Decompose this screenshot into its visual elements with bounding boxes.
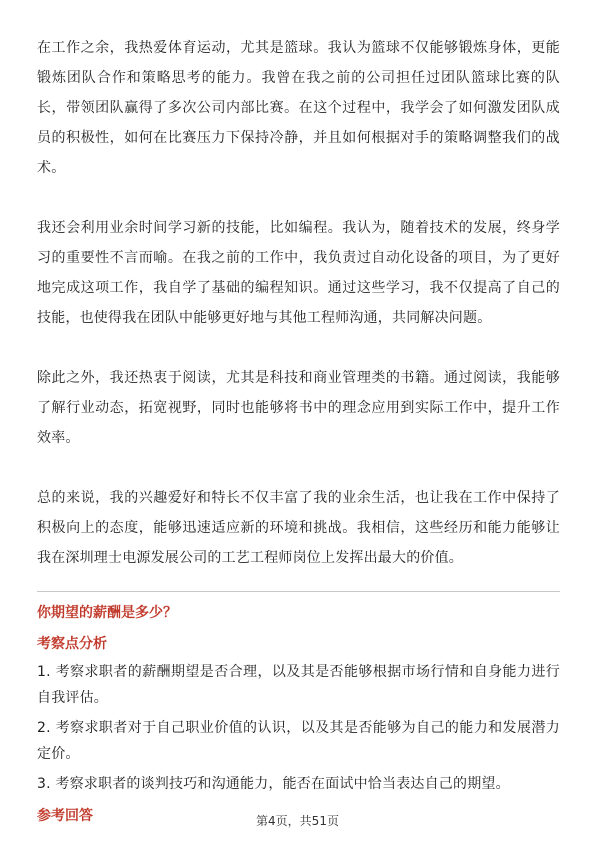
analysis-point: 1. 考察求职者的薪酬期望是否合理，以及其是否能够根据市场行情和自身能力进行自我评估。 (37, 664, 560, 706)
body-paragraph: 除此之外，我还热衷于阅读，尤其是科技和商业管理类的书籍。通过阅读，我能够了解行业动态，拓宽视野，同时也能够将书中的理念应用到实际工作中，提升工作效率。 (37, 370, 560, 446)
section-divider (37, 591, 560, 592)
answer-heading: 参考回答 (37, 808, 93, 824)
analysis-point: 2. 考察求职者对于自己职业价值的认识，以及其是否能够为自己的能力和发展潜力定价。 (37, 720, 560, 762)
page-number-footer: 第4页，共51页 (256, 814, 339, 828)
analysis-point: 3. 考察求职者的谈判技巧和沟通能力，能否在面试中恰当表达自己的期望。 (37, 776, 510, 792)
question-heading: 你期望的薪酬是多少？ (37, 605, 177, 621)
analysis-list (37, 659, 560, 797)
page-content (37, 33, 560, 827)
body-paragraph: 我还会利用业余时间学习新的技能，比如编程。我认为，随着技术的发展，终身学习的重要性不言而喻。在我之前的工作中，我负责过自动化设备的项目，为了更好地完成这项工作，我自学了基础的编程知识。通过这些学习，我不仅提高了自己的技能，也使得我在团队中能够更好地与其他工程师沟通，共同解决问题。 (37, 220, 560, 326)
analysis-heading: 考察点分析 (37, 636, 107, 652)
body-paragraph: 在工作之余，我热爱体育运动，尤其是篮球。我认为篮球不仅能够锻炼身体，更能锻炼团队合作和策略思考的能力。我曾在我之前的公司担任过团队篮球比赛的队长，带领团队赢得了多次公司内部比赛。在这个过程中，我学会了如何激发团队成员的积极性，如何在比赛压力下保持冷静，并且如何根据对手的策略调整我们的战术。 (37, 40, 560, 176)
body-paragraph: 总的来说，我的兴趣爱好和特长不仅丰富了我的业余生活，也让我在工作中保持了积极向上的态度，能够迅速适应新的环境和挑战。我相信，这些经历和能力能够让我在深圳理士电源发展公司的工艺工程师岗位上发挥出最大的价值。 (37, 490, 560, 566)
